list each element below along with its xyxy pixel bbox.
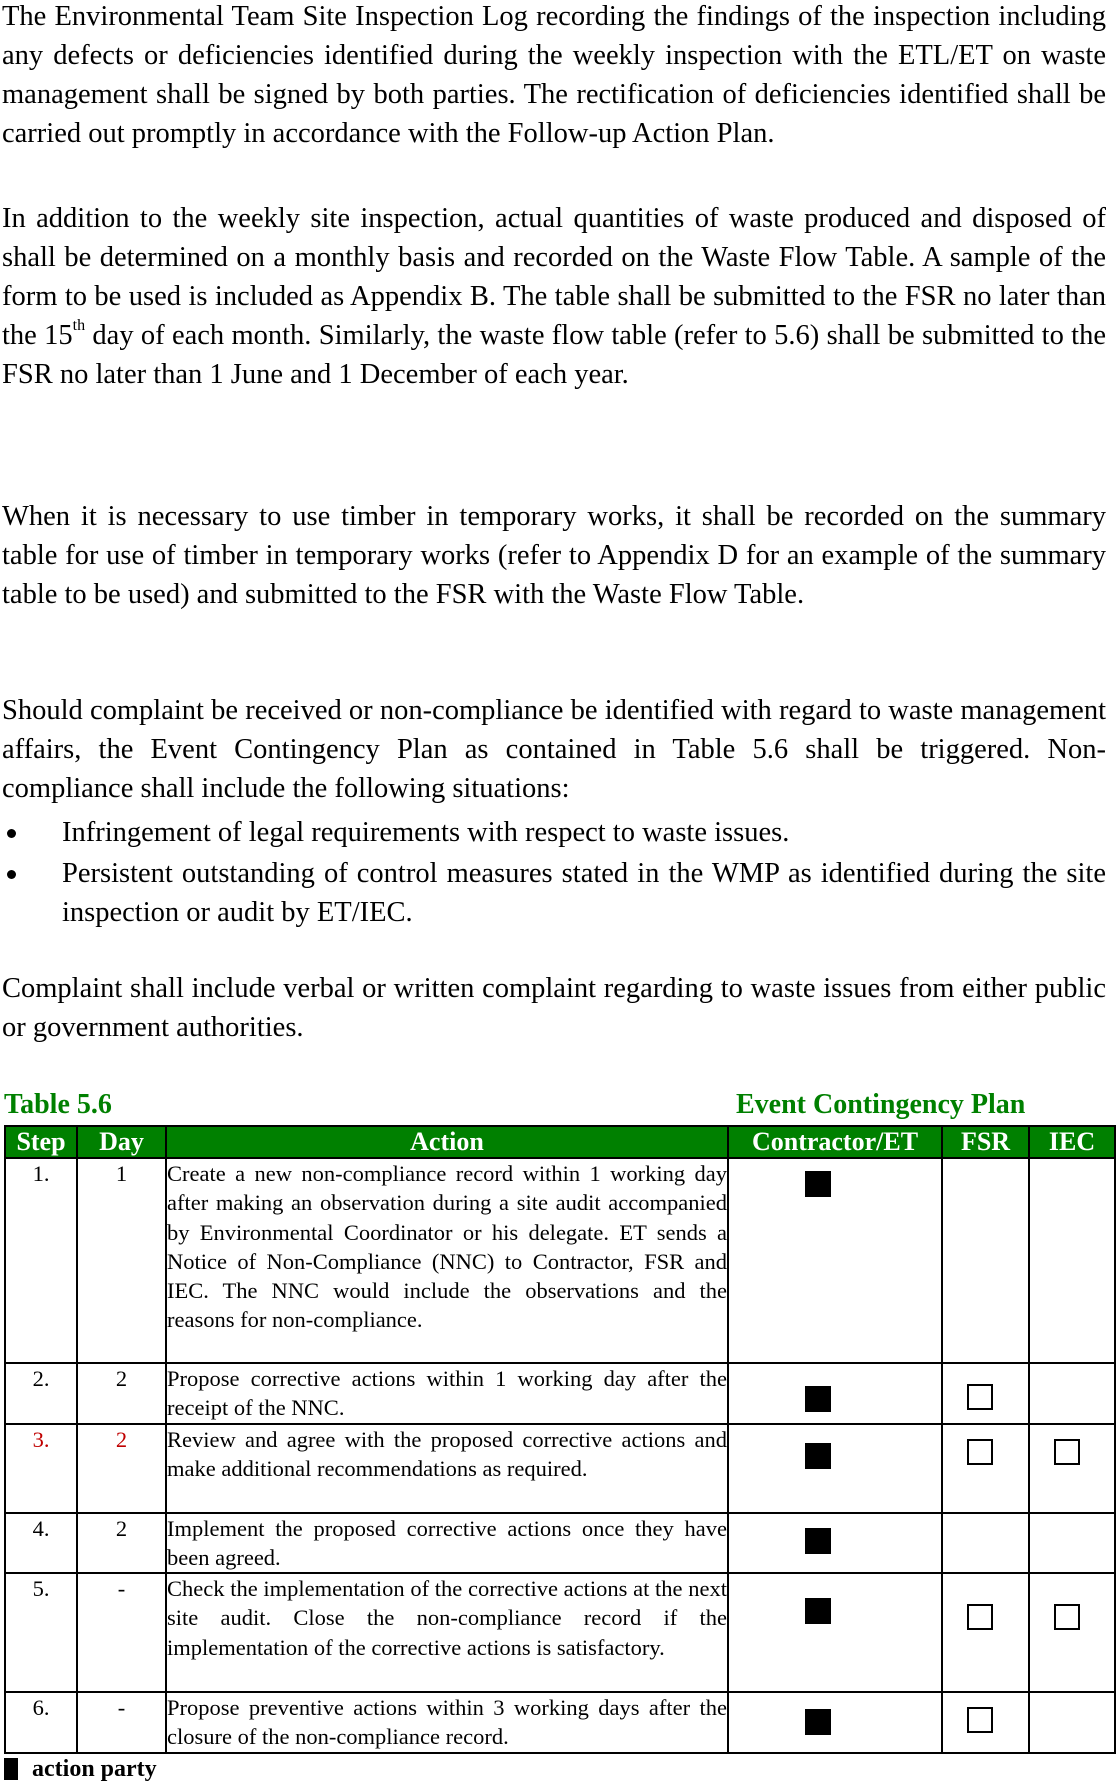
bullet-item: Persistent outstanding of control measures stated in the WMP as identified during the site inspection or audit by ET/IEC.: [2, 854, 1106, 932]
empty-square-icon: [967, 1439, 993, 1465]
step-cell: 6.: [5, 1692, 77, 1753]
bullet-item: Infringement of legal requirements with respect to waste issues.: [2, 813, 1106, 852]
day-cell: 2: [77, 1424, 166, 1513]
table-row: [5, 1513, 1115, 1574]
contractor-cell: [728, 1513, 942, 1574]
paragraph-inspection-log: The Environmental Team Site Inspection Log recording the findings of the inspection including any defects or deficiencies identified during the weekly inspection with the ETL/ET on waste management shall be signed by both parties. The rectification of deficiencies identified shall be carried out promptly in accordance with the Follow-up Action Plan.: [2, 1, 1106, 149]
contractor-cell: [728, 1573, 942, 1692]
day-cell: -: [77, 1573, 166, 1692]
filled-square-icon: [805, 1528, 831, 1554]
fsr-cell: [942, 1424, 1029, 1513]
empty-square-icon: [967, 1384, 993, 1410]
table-legend: [4, 1755, 157, 1783]
iec-cell: [1029, 1363, 1115, 1424]
day-cell: 2: [77, 1363, 166, 1424]
contractor-cell: [728, 1424, 942, 1513]
paragraph-waste-flow-part1: In addition to the weekly site inspection, actual quantities of waste produced and disposed of shall be determined on a monthly basis and recorded on the Waste Flow Table. A sample of the form to be used is included as Appendix B. The table shall be submitted to the FSR no later than the 15: [2, 203, 1106, 351]
empty-square-icon: [1054, 1604, 1080, 1630]
noncompliance-bullet-list: [2, 813, 1106, 934]
action-cell: Propose preventive actions within 3 working days after the closure of the non-compliance record.: [166, 1692, 728, 1753]
day-cell: -: [77, 1692, 166, 1753]
event-contingency-table: [4, 1125, 1116, 1754]
step-cell: 2.: [5, 1363, 77, 1424]
iec-cell: [1029, 1158, 1115, 1363]
iec-cell: [1029, 1692, 1115, 1753]
contractor-cell: [728, 1692, 942, 1753]
fsr-cell: [942, 1158, 1029, 1363]
paragraph-timber: When it is necessary to use timber in temporary works, it shall be recorded on the summary table for use of timber in temporary works (refer to Appendix D for an example of the summary table to be used) and submitted to the FSR with the Waste Flow Table.: [2, 501, 1106, 610]
header-fsr: FSR: [942, 1126, 1029, 1158]
header-contractor-et: Contractor/ET: [728, 1126, 942, 1158]
iec-cell: [1029, 1573, 1115, 1692]
ordinal-suffix: th: [72, 317, 86, 334]
header-step: Step: [5, 1126, 77, 1158]
fsr-cell: [942, 1363, 1029, 1424]
table-caption-number: Table 5.6: [4, 1089, 112, 1120]
action-cell: Review and agree with the proposed corrective actions and make additional recommendations as required.: [166, 1424, 728, 1513]
iec-cell: [1029, 1513, 1115, 1574]
header-action: Action: [166, 1126, 728, 1158]
step-cell: 1.: [5, 1158, 77, 1363]
step-cell: 5.: [5, 1573, 77, 1692]
bullet-icon: [7, 829, 16, 838]
table-caption-title: Event Contingency Plan: [736, 1089, 1026, 1120]
table-row: [5, 1573, 1115, 1692]
legend-label: action party: [32, 1756, 157, 1782]
step-cell: 4.: [5, 1513, 77, 1574]
filled-square-icon: [805, 1171, 831, 1197]
fsr-cell: [942, 1692, 1029, 1753]
table-header-row: [5, 1126, 1115, 1158]
filled-square-icon: [805, 1386, 831, 1412]
paragraph-waste-flow: [2, 199, 1106, 394]
fsr-cell: [942, 1573, 1029, 1692]
action-cell: Check the implementation of the corrective actions at the next site audit. Close the non-compliance record if the implementation of the corrective actions is satisfactory.: [166, 1573, 728, 1692]
filled-square-icon: [805, 1443, 831, 1469]
step-cell: 3.: [5, 1424, 77, 1513]
empty-square-icon: [1054, 1439, 1080, 1465]
action-cell: Implement the proposed corrective actions once they have been agreed.: [166, 1513, 728, 1574]
table-row: [5, 1424, 1115, 1513]
day-cell: 1: [77, 1158, 166, 1363]
paragraph-complaint-noncompliance: Should complaint be received or non-compliance be identified with regard to waste management affairs, the Event Contingency Plan as contained in Table 5.6 shall be triggered. Non-compliance shall include the following situations:: [2, 695, 1106, 804]
bullet-icon: [7, 870, 16, 879]
action-cell: Create a new non-compliance record within 1 working day after making an observation during a site audit accompanied by Environmental Coordinator or his delegate. ET sends a Notice of Non-Compliance (NNC) to Contractor, FSR and IEC. The NNC would include the observations and the reasons for non-compliance.: [166, 1158, 728, 1363]
paragraph-waste-flow-part2: day of each month. Similarly, the waste flow table (refer to 5.6) shall be submitted to the FSR no later than 1 June and 1 December of each year.: [2, 320, 1106, 390]
header-iec: IEC: [1029, 1126, 1115, 1158]
filled-square-icon: [805, 1598, 831, 1624]
filled-square-icon: [805, 1709, 831, 1735]
empty-square-icon: [967, 1707, 993, 1733]
fsr-cell: [942, 1513, 1029, 1574]
action-cell: Propose corrective actions within 1 working day after the receipt of the NNC.: [166, 1363, 728, 1424]
contractor-cell: [728, 1158, 942, 1363]
table-row: [5, 1692, 1115, 1753]
header-day: Day: [77, 1126, 166, 1158]
table-row: [5, 1363, 1115, 1424]
paragraph-complaint-definition: Complaint shall include verbal or written complaint regarding to waste issues from either public or government authorities.: [2, 973, 1106, 1043]
table-row: [5, 1158, 1115, 1363]
iec-cell: [1029, 1424, 1115, 1513]
filled-square-icon: [4, 1758, 18, 1780]
contractor-cell: [728, 1363, 942, 1424]
empty-square-icon: [967, 1604, 993, 1630]
day-cell: 2: [77, 1513, 166, 1574]
